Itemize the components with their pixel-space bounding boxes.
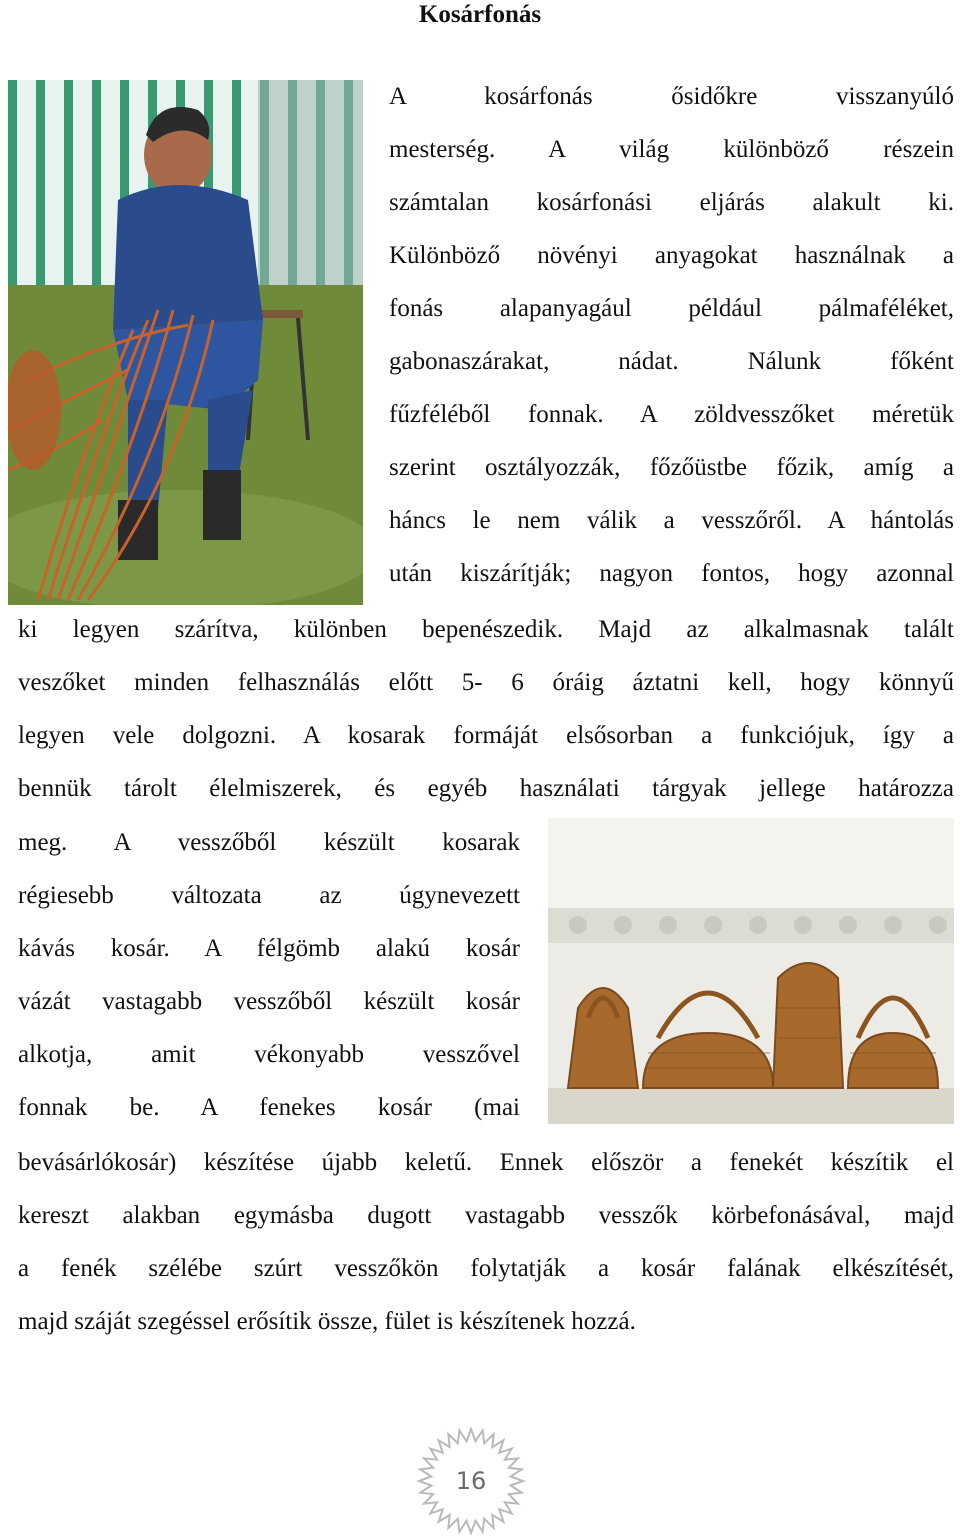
text-line: vázát vastagabb vesszőből készült kosár xyxy=(18,988,520,1015)
text-line: meg. A vesszőből készült kosarak xyxy=(18,829,520,856)
text-line: háncs le nem válik a vesszőről. A hántolás xyxy=(389,507,954,534)
text-line: fonnak be. A fenekes kosár (mai xyxy=(18,1094,520,1121)
text-line: veszőket minden felhasználás előtt 5- 6 óráig áztatni kell, hogy könnyű xyxy=(18,669,954,696)
text-line: kereszt alakban egymásba dugott vastagabb vesszők körbefonásával, majd xyxy=(18,1202,954,1229)
text-line: szerint osztályozzák, főzőüstbe főzik, amíg a xyxy=(389,454,954,481)
text-line: bennük tárolt élelmiszerek, és egyéb használati tárgyak jellege határozza xyxy=(18,775,954,802)
text-line: mesterség. A világ különböző részein xyxy=(389,136,954,163)
text-line: bevásárlókosár) készítése újabb keletű. Ennek először a fenekét készítik el xyxy=(18,1149,954,1176)
text-line: alkotja, amit vékonyabb vesszővel xyxy=(18,1041,520,1068)
text-line: A kosárfonás ősidőkre visszanyúló xyxy=(389,83,954,110)
text-line: Különböző növényi anyagokat használnak a xyxy=(389,242,954,269)
wicker-baskets-photo xyxy=(548,818,954,1124)
text-line: a fenék szélébe szúrt vesszőkön folytatják a kosár falának elkészítését, xyxy=(18,1255,954,1282)
text-line: gabonaszárakat, nádat. Nálunk főként xyxy=(389,348,954,375)
text-line: majd száját szegéssel erősítik össze, fület is készítenek hozzá. xyxy=(18,1308,636,1335)
page-title: Kosárfonás xyxy=(418,1,542,28)
basket-types-column xyxy=(18,816,520,1134)
page-number: 16 xyxy=(455,1467,487,1495)
basket-weaver-photo xyxy=(8,80,363,605)
text-line: fonás alapanyagául például pálmaféléket, xyxy=(389,295,954,322)
text-line: után kiszárítják; nagyon fontos, hogy azonnal xyxy=(389,560,954,587)
text-line: legyen vele dolgozni. A kosarak formáját elsősorban a funkciójuk, így a xyxy=(18,722,954,749)
closing-paragraph xyxy=(18,1136,954,1348)
text-line: számtalan kosárfonási eljárás alakult ki. xyxy=(389,189,954,216)
text-line: ki legyen szárítva, különben bepenészedik. Majd az alkalmasnak talált xyxy=(18,616,954,643)
text-line: fűzféléből fonnak. A zöldvesszőket méretük xyxy=(389,401,954,428)
body-paragraph-full-width xyxy=(18,603,954,815)
text-line: régiesebb változata az úgynevezett xyxy=(18,882,520,909)
intro-paragraph-column xyxy=(389,70,954,600)
text-line: kávás kosár. A félgömb alakú kosár xyxy=(18,935,520,962)
